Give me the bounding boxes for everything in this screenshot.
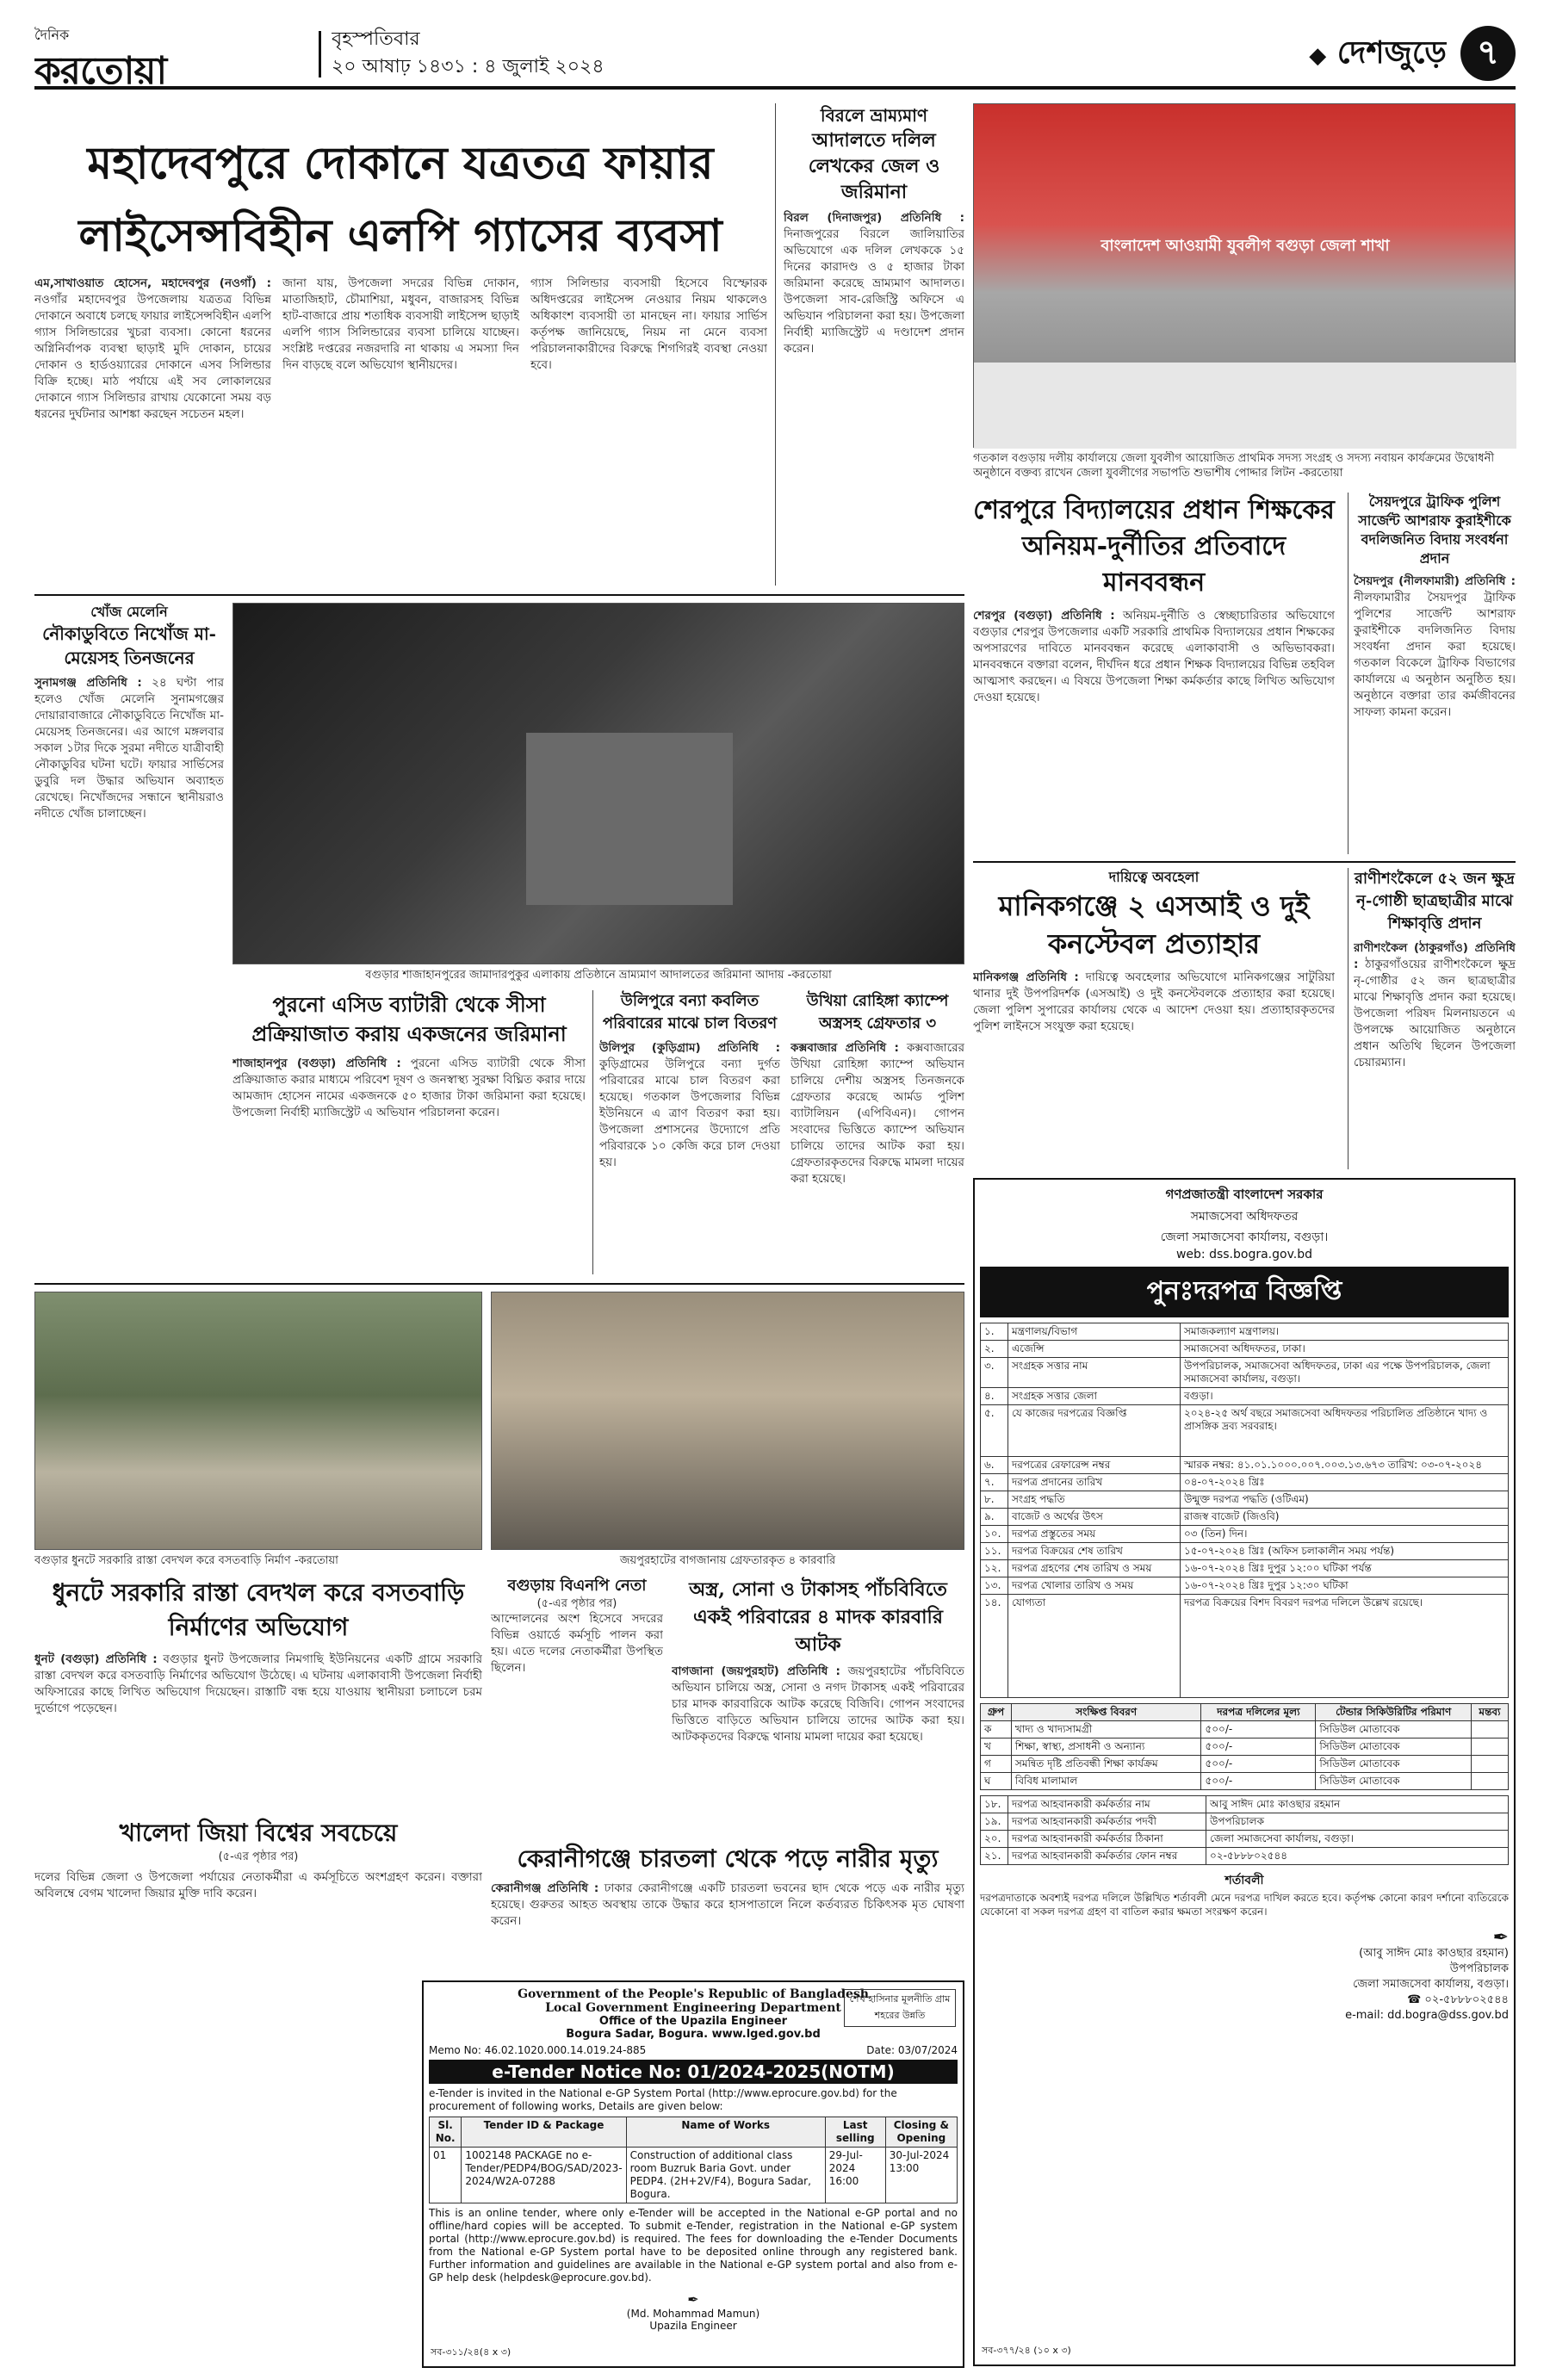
photo-table <box>974 363 1516 449</box>
section-label <box>1309 29 1447 81</box>
col-rule <box>775 103 776 586</box>
story-saidpur-title: সৈয়দপুরে ট্রাফিক পুলিশ সার্জেন্ট আশরাফ কুরাইশীকে বদলিজনিত বিদায় সংবর্ধনা প্রদান <box>1358 493 1511 567</box>
tender-cell-works: Construction of additional class room Buzruk Baria Govt. under PEDP4. (2H+2V/F4), Bogura Sadar, Bogura. <box>626 2148 825 2203</box>
notice-cell: ৭. <box>981 1474 1008 1491</box>
notice-gov: গণপ্রজাতন্ত্রী বাংলাদেশ সরকার <box>1165 1187 1324 1202</box>
section-rule <box>34 1283 964 1285</box>
table-row <box>981 1756 1509 1773</box>
newspaper-logo <box>34 24 310 84</box>
notice-cell: ৯. <box>981 1509 1008 1526</box>
story-keraniganj <box>491 1843 964 1972</box>
notice-cell: জেলা সমাজসেবা কার্যালয়, বগুড়া। <box>1206 1831 1509 1848</box>
page-number-badge: ৭ <box>1460 26 1516 81</box>
story-flood <box>599 990 780 1274</box>
notice-cell: ০৩ (তিন) দিন। <box>1181 1526 1509 1543</box>
story-rani-byline: রাণীশংকৈল (ঠাকুরগাঁও) প্রতিনিধি : <box>1354 941 1516 971</box>
notice-cell: ৮. <box>981 1491 1008 1509</box>
fee-cell <box>1471 1773 1508 1790</box>
story-rani-title: রাণীশংকৈলে ৫২ জন ক্ষুদ্র নৃ-গোষ্ঠী ছাত্রছাত্রীর মাঝে শিক্ষাবৃত্তি প্রদান <box>1355 870 1515 933</box>
fee-cell: সিডিউল মোতাবেক <box>1316 1739 1472 1756</box>
story-arms-title: অস্ত্র, সোনা ও টাকাসহ পাঁচবিবিতে একই পরিবারের ৪ মাদক কারবারি আটক <box>689 1578 947 1656</box>
fee-col-security: টেন্ডার সিকিউরিটির পরিমাণ <box>1316 1704 1472 1721</box>
story-saidpur-body: নীলফামারীর সৈয়দপুর ট্রাফিক পুলিশের সার্জেন্ট আশরাফ কুরাইশীকে বদলিজনিত বিদায় সংবর্ধনা প্রদান করা হয়েছে। গতকাল বিকেলে ট্রাফিক বিভাগের কার্যালয়ে এ অনুষ্ঠান অনুষ্ঠিত হয়। অনুষ্ঠানে বক্তারা তার কর্মজীবনের সাফল্য কামনা করেন। <box>1354 591 1516 719</box>
story-bnp-title: বগুড়ায় বিএনপি নেতা <box>507 1577 647 1595</box>
fee-col-remark: মন্তব্য <box>1471 1704 1508 1721</box>
table-row <box>981 1491 1509 1509</box>
notice-cell: ২. <box>981 1341 1008 1358</box>
fee-cell <box>1471 1756 1508 1773</box>
notice-terms-title: শর্তাবলী <box>1224 1874 1264 1887</box>
tender-office: Office of the Upazila Engineer <box>598 2015 788 2028</box>
notice-cell: ১৫-০৭-২০২৪ খ্রিঃ (অফিস চলাকালীন সময় পর্যন্ত) <box>1181 1543 1509 1560</box>
lead-body-text-2: জানা যায়, উপজেলা সদরের বিভিন্ন দোকান, মাতাজিহাট, চৌমাশিয়া, মধুবন, বাজারসহ বিভিন্ন হাট-বাজারে প্রায় শতাধিক ব্যবসায়ী লাইসেন্স ছাড়াই এলপি গ্যাস সিলিন্ডারের ব্যবসা চালিয়ে যাচ্ছেন। সংশ্লিষ্ট দপ্তরের নজরদারি না থাকায় এ সমস্যা দিন দিন বাড়ছে বলে অভিযোগ স্থানীয়দের। <box>282 276 519 372</box>
table-row <box>981 1543 1509 1560</box>
notice-cell: ৩. <box>981 1358 1008 1388</box>
fee-cell <box>1471 1721 1508 1739</box>
story-saidpur-byline: সৈয়দপুর (নীলফামারী) প্রতিনিধি : <box>1354 574 1516 588</box>
lead-body-col-2 <box>282 276 519 586</box>
notice-cell: যে কাজের দরপত্রের বিজ্ঞপ্তি <box>1008 1405 1181 1457</box>
section-title: দেশজুড়ে <box>1336 34 1447 71</box>
story-arms-body: জয়পুরহাটের পাঁচবিবিতে অভিযান চালিয়ে অস্ত্র, সোনা ও নগদ টাকাসহ একই পরিবারের চার মাদক কারবারিকে আটক করেছে বিজিবি। গোপন সংবাদের ভিত্তিতে বাড়িতে অভিযান চালিয়ে তাদের আটক করা হয়। আটককৃতদের বিরুদ্ধে থানায় মামলা দায়ের করা হয়েছে। <box>672 1664 964 1744</box>
tender-gov: Government of the People's Republic of Bangladesh <box>518 1987 869 2001</box>
table-row <box>981 1577 1509 1595</box>
photo-youth-league <box>973 103 1516 448</box>
lead-headline <box>34 127 766 274</box>
story-battery <box>232 990 586 1274</box>
story-missing-body: ২৪ ঘণ্টা পার হলেও খোঁজ মেলেনি সুনামগঞ্জের দোয়ারাবাজারে নৌকাডুবিতে নিখোঁজ মা-মেয়েসহ তিনজনের। এর আগে মঙ্গলবার সকাল ১টার দিকে সুরমা নদীতে যাত্রীবাহী নৌকাডুবির ঘটনা ঘটে। ফায়ার সার্ভিসের ডুবুরি দল উদ্ধার অভিযান অব্যাহত রেখেছে। নিখোঁজদের সন্ধানে স্থানীয়রাও নদীতে খোঁজ চালাচ্ছেন। <box>34 676 224 821</box>
notice-cell: সংগ্রহক সত্তার নাম <box>1008 1358 1181 1388</box>
story-keraniganj-title: কেরানীগঞ্জে চারতলা থেকে পড়ে নারীর মৃত্যু <box>517 1844 939 1873</box>
masthead-divider <box>319 31 321 77</box>
table-row <box>981 1526 1509 1543</box>
notice-title: পুনঃদরপত্র বিজ্ঞপ্তি <box>980 1267 1509 1317</box>
tender-cell-selling: 29-Jul-2024 16:00 <box>825 2148 885 2203</box>
notice-cell: ১১. <box>981 1543 1008 1560</box>
tender-intro: e-Tender is invited in the National e-GP System Portal (http://www.eprocure.gov.bd) for the procurement of following works, Details are given below: <box>429 2087 897 2112</box>
fee-col-desc: সংক্ষিপ্ত বিবরণ <box>1011 1704 1201 1721</box>
notice-cell: সংগ্রহ পদ্ধতি <box>1008 1491 1181 1509</box>
fee-cell: সিডিউল মোতাবেক <box>1316 1721 1472 1739</box>
notice-cell: রাজস্ব বাজেট (জিওবি) <box>1181 1509 1509 1526</box>
fee-cell: সিডিউল মোতাবেক <box>1316 1756 1472 1773</box>
tender-col-closing: Closing & Opening <box>885 2117 957 2148</box>
story-biral-body: দিনাজপুরের বিরলে জালিয়াতির অভিযোগে এক দলিল লেখককে ১৫ দিনের কারাদণ্ড ও ৫ হাজার টাকা জরিমানা করেছে ভ্রাম্যমাণ আদালত। উপজেলা সাব-রেজিস্ট্রি অফিসে এ অভিযান পরিচালনা করা হয়। উপজেলা নির্বাহী ম্যাজিস্ট্রেট এ দণ্ডাদেশ প্রদান করেন। <box>784 227 964 356</box>
story-biral <box>784 103 964 586</box>
lead-body-text-1: নওগাঁর মহাদেবপুর উপজেলায় যত্রতত্র বিভিন্ন দোকানে অবাধে চলছে ফায়ার লাইসেন্সবিহীন এলপি গ্যাস সিলিন্ডারের খুচরা ব্যবসা। কোনো ধরনের অগ্নিনির্বাপক ব্যবস্থা ছাড়াই মুদি দোকান, চায়ের দোকান ও হার্ডওয়্যারের দোকানে এসব সিলিন্ডার বিক্রি হচ্ছে। মাঠ পর্যায়ে এই সব লোকালয়ের দোকানে গ্যাস সিলিন্ডার রাখায় যেকোনো সময় বড় ধরনের দুর্ঘটনার আশঙ্কা করছেন সচেতন মহল। <box>34 293 271 421</box>
story-dhunat-body: বগুড়ার ধুনট উপজেলার নিমগাছি ইউনিয়নের একটি গ্রামে সরকারি রাস্তা বেদখল করে বসতবাড়ি নির্মাণের অভিযোগ উঠেছে। এ ঘটনায় এলাকাবাসী উপজেলা নির্বাহী অফিসারের কাছে লিখিত অভিযোগ দিয়েছেন। রাস্তাটি বন্ধ হয়ে যাওয়ায় স্থানীয়রা চলাচলে চরম দুর্ভোগে পড়েছেন। <box>34 1652 482 1715</box>
tender-signer-title: Upazila Engineer <box>649 2320 737 2332</box>
table-row <box>981 1796 1509 1813</box>
map-icon: ◆ <box>1309 43 1327 69</box>
table-row <box>981 1831 1509 1848</box>
notice-cell: ১৮. <box>981 1796 1008 1813</box>
photo-arrested <box>491 1292 964 1550</box>
fee-cell: ৫০০/- <box>1201 1756 1316 1773</box>
photo-road-grab-caption: বগুড়ার ধুনটে সরকারি রাস্তা বেদখল করে বসতবাড়ি নির্মাণ -করতোয়া <box>34 1554 338 1567</box>
story-missing-byline: সুনামগঞ্জ প্রতিনিধি : <box>34 676 142 690</box>
lead-title-line-1: মহাদেবপুরে দোকানে যত্রতত্র ফায়ার <box>87 137 714 189</box>
tender-footer: This is an online tender, where only e-Tender will be accepted in the National e-GP portal and no offline/hard copies will be accepted. To submit e-Tender, registration in the National e-GP system portal (http://www.eprocure.gov.bd) is required. The fees for downloading the e-Tender Documents from the National e-GP System portal have to be deposited online through any registered bank. Further information and guidelines are available in the National e-GP system portal and also from e-GP help desk (helpdesk@eprocure.gov.bd). <box>429 2207 958 2284</box>
notice-signer: (আবু সাঈদ মোঃ কাওছার রহমান) <box>1359 1947 1509 1960</box>
table-row <box>430 2148 958 2203</box>
photo-mobile-court <box>232 603 964 964</box>
notice-cell: ৫. <box>981 1405 1008 1457</box>
logo-small-text: দৈনিক <box>34 27 70 43</box>
story-manikganj <box>973 868 1335 1169</box>
photo-road-grab <box>34 1292 482 1550</box>
story-missing <box>34 603 224 1274</box>
col-rule <box>592 990 593 1274</box>
notice-cell: সমাজকল্যাণ মন্ত্রণালয়। <box>1181 1323 1509 1341</box>
story-rohingya <box>790 990 964 1274</box>
lead-body-col-3 <box>530 276 767 586</box>
story-flood-body: কুড়িগ্রামের উলিপুরে বন্যা দুর্গত পরিবারের মাঝে চাল বিতরণ করা হয়েছে। গতকাল উপজেলার বিভিন্ন ইউনিয়নে এ ত্রাণ বিতরণ করা হয়। উপজেলা প্রশাসনের উদ্যোগে প্রতি পরিবারকে ১০ কেজি করে চাল দেওয়া হয়। <box>599 1057 780 1169</box>
story-khaleda-title: খালেদা জিয়া বিশ্বের সবচেয়ে <box>119 1819 398 1847</box>
tender-notice <box>422 1980 964 2368</box>
tender-signer: (Md. Mohammad Mamun) <box>626 2308 760 2320</box>
story-rani <box>1354 868 1516 1169</box>
notice-email: e-mail: dd.bogra@dss.gov.bd <box>1345 2009 1509 2022</box>
story-bnp-sub: (৫-এর পৃষ্ঠার পর) <box>536 1597 617 1610</box>
story-sherpur-body: অনিয়ম-দুর্নীতি ও স্বেচ্ছাচারিতার অভিযোগে বগুড়ার শেরপুর উপজেলার একটি সরকারি প্রাথমিক বিদ্যালয়ের প্রধান শিক্ষকের অপসারণের দাবিতে মানববন্ধন করেছে এলাকাবাসী ও অভিভাবকরা। মানববন্ধনে বক্তারা বলেন, দীর্ঘদিন ধরে প্রধান শিক্ষক বিদ্যালয়ের বিভিন্ন তহবিল আত্মসাৎ করছেন। এ বিষয়ে উপজেলা শিক্ষা কর্মকর্তার কাছে লিখিত অভিযোগ দেওয়া হয়েছে। <box>973 609 1335 704</box>
table-row <box>981 1721 1509 1739</box>
notice-cell: ১৪. <box>981 1595 1008 1698</box>
table-row <box>981 1509 1509 1526</box>
story-sherpur-byline: শেরপুর (বগুড়া) প্রতিনিধি : <box>973 609 1115 623</box>
fee-col-group: গ্রুপ <box>981 1704 1012 1721</box>
table-row <box>981 1773 1509 1790</box>
story-rani-body: ঠাকুরগাঁওয়ের রাণীশংকৈলে ক্ষুদ্র নৃ-গোষ্ঠীর ৫২ জন ছাত্রছাত্রীর মাঝে শিক্ষাবৃত্তি প্রদান করা হয়েছে। উপজেলা পরিষদ মিলনায়তনে এ উপলক্ষে আয়োজিত অনুষ্ঠানে প্রধান অতিথি ছিলেন উপজেলা চেয়ারম্যান। <box>1354 958 1516 1069</box>
notice-cell: দরপত্র আহবানকারী কর্মকর্তার নাম <box>1008 1796 1206 1813</box>
masthead-date: ২০ আষাঢ় ১৪৩১ : ৪ জুলাই ২০২৪ <box>332 56 604 77</box>
notice-cell: ১৬-০৭-২০২৪ খ্রিঃ দুপুর ১২:০০ ঘটিকা পর্যন্ত <box>1181 1560 1509 1577</box>
table-row <box>981 1388 1509 1405</box>
story-missing-kicker: খোঁজ মেলেনি <box>90 604 168 620</box>
notice-cell: দরপত্র গ্রহণের শেষ তারিখ ও সময় <box>1008 1560 1181 1577</box>
fee-cell: খাদ্য ও খাদ্যসামগ্রী <box>1011 1721 1201 1739</box>
fee-cell: ৫০০/- <box>1201 1721 1316 1739</box>
lead-title-line-2: লাইসেন্সবিহীন এলপি গ্যাসের ব্যবসা <box>78 209 722 262</box>
notice-table-2 <box>980 1795 1509 1865</box>
masthead-day: বৃহস্পতিবার <box>332 28 420 50</box>
notice-cell: বগুড়া। <box>1181 1388 1509 1405</box>
table-row <box>981 1341 1509 1358</box>
notice-cell: ১৬-০৭-২০২৪ খ্রিঃ দুপুর ১২:৩০ ঘটিকা <box>1181 1577 1509 1595</box>
story-flood-byline: উলিপুর (কুড়িগ্রাম) প্রতিনিধি : <box>599 1041 780 1055</box>
photo-banner-text: বাংলাদেশ আওয়ামী যুবলীগ বগুড়া জেলা শাখা <box>1100 237 1390 255</box>
notice-cell: ১৯. <box>981 1813 1008 1831</box>
story-khaleda-sub: (৫-এর পৃষ্ঠার পর) <box>218 1850 299 1863</box>
fee-cell: সিডিউল মোতাবেক <box>1316 1773 1472 1790</box>
story-dhunat-title: ধুনটে সরকারি রাস্তা বেদখল করে বসতবাড়ি নির্মাণের অভিযোগ <box>52 1578 465 1641</box>
story-battery-body: পুরনো এসিড ব্যাটারী থেকে সীসা প্রক্রিয়াজাত করার মাধ্যমে পরিবেশ দূষণ ও জনস্বাস্থ্য সুরক্ষা বিঘ্নিত করার দায়ে আমজাদ হোসেন নামের একজনকে ৫০ হাজার টাকা জরিমানা করা হয়েছে। উপজেলা নির্বাহী ম্যাজিস্ট্রেট এ অভিযান পরিচালনা করেন। <box>232 1057 586 1119</box>
notice-table <box>980 1323 1509 1698</box>
tender-cell-id: 1002148 PACKAGE no e-Tender/PEDP4/BOG/SAD/2023-2024/W2A-07288 <box>462 2148 626 2203</box>
photo-mobile-court-caption: বগুড়ার শাজাহানপুরের জামাদারপুকুর এলাকায় প্রতিষ্ঠানে ভ্রাম্যমাণ আদালতের জরিমানা আদায় -করতোয়া <box>365 969 832 982</box>
notice-cell: বাজেট ও অর্থের উৎস <box>1008 1509 1181 1526</box>
story-sherpur-title: শেরপুরে বিদ্যালয়ের প্রধান শিক্ষকের অনিয়ম-দুর্নীতির প্রতিবাদে মানববন্ধন <box>973 495 1335 598</box>
tender-code: সব-৩১১/২৪(৪ x ৩) <box>431 2346 512 2358</box>
tender-cell-closing: 30-Jul-2024 13:00 <box>885 2148 957 2203</box>
story-battery-byline: শাজাহানপুর (বগুড়া) প্রতিনিধি : <box>232 1057 401 1070</box>
story-flood-title: উলিপুরে বন্যা কবলিত পরিবারের মাঝে চাল বিতরণ <box>602 992 778 1032</box>
story-missing-title: নৌকাডুবিতে নিখোঁজ মা-মেয়েসহ তিনজনের <box>42 623 216 668</box>
notice-cell: সংগ্রহক সত্তার জেলা <box>1008 1388 1181 1405</box>
tender-date: Date: 03/07/2024 <box>866 2044 958 2056</box>
notice-cell: ১২. <box>981 1560 1008 1577</box>
fee-cell: সমন্বিত দৃষ্টি প্রতিবন্ধী শিক্ষা কার্যক্রম <box>1011 1756 1201 1773</box>
notice-cell: ১০. <box>981 1526 1008 1543</box>
photo-shelf <box>526 733 733 905</box>
notice-cell: সমাজসেবা অধিদফতর, ঢাকা। <box>1181 1341 1509 1358</box>
tender-address: Bogura Sadar, Bogura. www.lged.gov.bd <box>566 2028 821 2041</box>
tender-signature: ✒ <box>687 2291 699 2308</box>
notice-cell: মন্ত্রণালয়/বিভাগ <box>1008 1323 1181 1341</box>
notice-cell: দরপত্র প্রদানের তারিখ <box>1008 1474 1181 1491</box>
story-manikganj-byline: মানিকগঞ্জ প্রতিনিধি : <box>973 970 1079 984</box>
story-dhunat <box>34 1576 482 1808</box>
notice-cell: উপপরিচালক <box>1206 1813 1509 1831</box>
section-rule <box>973 861 1516 863</box>
notice-code: সব-৩৭৭/২৪ (১০ x ৩) <box>982 2345 1071 2356</box>
masthead <box>34 24 1516 84</box>
notice-cell: ৬. <box>981 1457 1008 1474</box>
fee-cell: বিবিধ মালামাল <box>1011 1773 1201 1790</box>
notice-cell: ২১. <box>981 1848 1008 1865</box>
notice-web: web: dss.bogra.gov.bd <box>1175 1248 1313 1261</box>
notice-terms: দরপত্রদাতাকে অবশ্যই দরপত্র দলিলে উল্লিখিত শর্তাবলী মেনে দরপত্র দাখিল করতে হবে। কর্তৃপক্ষ কোনো কারণ দর্শানো ব্যতিরেকে যেকোনো বা সকল দরপত্র গ্রহণ বা বাতিল করার ক্ষমতা সংরক্ষণ করেন। <box>980 1892 1509 1918</box>
story-khaleda-body: দলের বিভিন্ন জেলা ও উপজেলা পর্যায়ের নেতাকর্মীরা এ কর্মসূচিতে অংশগ্রহণ করেন। বক্তারা অবিলম্বে বেগম খালেদা জিয়ার মুক্তি দাবি করেন। <box>34 1870 482 1900</box>
notice-cell: ১. <box>981 1323 1008 1341</box>
notice-cell: দরপত্র আহবানকারী কর্মকর্তার পদবী <box>1008 1813 1206 1831</box>
table-row <box>981 1560 1509 1577</box>
story-manikganj-body: দায়িত্বে অবহেলার অভিযোগে মানিকগঞ্জের সাটুরিয়া থানার দুই উপপরিদর্শক (এসআই) ও দুই কনস্টেবলকে প্রত্যাহার করা হয়েছে। জেলা পুলিশ সুপারের কার্যালয় থেকে এ আদেশ দেওয়া হয়। প্রত্যাহারকৃতদের পুলিশ লাইনসে সংযুক্ত করা হয়েছে। <box>973 970 1335 1033</box>
tender-memo: Memo No: 46.02.1020.000.14.019.24-885 <box>429 2044 647 2056</box>
tender-col-sl: Sl. No. <box>430 2117 462 2148</box>
section-rule <box>34 594 964 596</box>
table-row <box>981 1405 1509 1457</box>
fee-cell: ৫০০/- <box>1201 1739 1316 1756</box>
story-bnp <box>491 1576 663 1731</box>
story-saidpur <box>1354 493 1516 854</box>
story-battery-title: পুরনো এসিড ব্যাটারী থেকে সীসা প্রক্রিয়াজাত করায় একজনের জরিমানা <box>251 992 567 1046</box>
table-row <box>981 1457 1509 1474</box>
masthead-date-block <box>332 26 762 84</box>
story-arms-byline: বাগজানা (জয়পুরহাট) প্রতিনিধি : <box>672 1664 840 1678</box>
tender-col-selling: Last selling <box>825 2117 885 2148</box>
story-biral-title: আদালতে দলিল লেখকের জেল ও জরিমানা <box>808 129 940 203</box>
table-row <box>981 1474 1509 1491</box>
story-dhunat-byline: ধুনট (বগুড়া) প্রতিনিধি : <box>34 1652 158 1666</box>
notice-cell: উপপরিচালক, সমাজসেবা অধিদফতর, ঢাকা এর পক্ষে উপপরিচালক, জেলা সমাজসেবা কার্যালয়, বগুড়া। <box>1181 1358 1509 1388</box>
notice-cell: ০২-৫৮৮৮০২৫৪৪ <box>1206 1848 1509 1865</box>
table-row <box>981 1358 1509 1388</box>
notice-cell: ২০২৪-২৫ অর্থ বছরে সমাজসেবা অধিদফতর পরিচালিত প্রতিষ্ঠানে খাদ্য ও প্রাসঙ্গিক দ্রব্য সরবরাহ। <box>1181 1405 1509 1457</box>
tender-col-id: Tender ID & Package <box>462 2117 626 2148</box>
notice-cell: এজেন্সি <box>1008 1341 1181 1358</box>
story-manikganj-kicker: দায়িত্বে অবহেলা <box>1108 869 1200 885</box>
notice-cell: ২০. <box>981 1831 1008 1848</box>
lead-byline: এম,সাখাওয়াত হোসেন, মহাদেবপুর (নওগাঁ) : <box>34 276 271 290</box>
tender-dept: Local Government Engineering Department <box>545 2001 841 2015</box>
notice-cell: যোগ্যতা <box>1008 1595 1181 1698</box>
notice-signature: ✒ <box>1492 1927 1509 1949</box>
table-row <box>981 1739 1509 1756</box>
story-rohingya-byline: কক্সবাজার প্রতিনিধি : <box>790 1041 899 1055</box>
lead-body-text-3: গ্যাস সিলিন্ডার ব্যবসায়ী হিসেবে বিস্ফোরক অধিদপ্তরের লাইসেন্স নেওয়ার নিয়ম থাকলেও অধিকাংশ ব্যবসায়ী তা মানছেন না। ফায়ার সার্ভিস কর্তৃপক্ষ জানিয়েছে, নিয়ম না মেনে ব্যবসা পরিচালনাকারীদের বিরুদ্ধে শিগগিরই ব্যবস্থা নেওয়া হবে। <box>530 276 767 372</box>
notice-cell: দরপত্র আহবানকারী কর্মকর্তার ফোন নম্বর <box>1008 1848 1206 1865</box>
retender-notice <box>973 1178 1516 2366</box>
story-manikganj-title: মানিকগঞ্জে ২ এসআই ও দুই কনস্টেবল প্রত্যাহার <box>998 889 1310 960</box>
table-row <box>981 1813 1509 1831</box>
notice-cell: আবু সাঈদ মোঃ কাওছার রহমান <box>1206 1796 1509 1813</box>
story-khaleda <box>34 1817 482 2359</box>
notice-signer-office: জেলা সমাজসেবা কার্যালয়, বগুড়া। <box>1353 1978 1509 1991</box>
story-rohingya-title: উখিয়া রোহিঙ্গা ক্যাম্পে অস্ত্রসহ গ্রেফতার ৩ <box>806 992 949 1032</box>
notice-cell: ৪. <box>981 1388 1008 1405</box>
tender-col-works: Name of Works <box>626 2117 825 2148</box>
fee-cell: শিক্ষা, স্বাস্থ্য, প্রসাধনী ও অন্যান্য <box>1011 1739 1201 1756</box>
fee-cell <box>1471 1739 1508 1756</box>
notice-cell: দরপত্র প্রস্তুতের সময় <box>1008 1526 1181 1543</box>
notice-cell: দরপত্র খোলার তারিখ ও সময় <box>1008 1577 1181 1595</box>
notice-signer-title: উপপরিচালক <box>1449 1962 1509 1975</box>
photo-arrested-caption: জয়পুরহাটের বাগজানায় গ্রেফতারকৃত ৪ কারবারি <box>619 1554 836 1567</box>
tender-side-note: শেখ হাসিনার মূলনীতি গ্রাম শহরের উন্নতি <box>844 1989 956 2027</box>
story-keraniganj-byline: কেরানীগঞ্জ প্রতিনিধি : <box>491 1881 599 1895</box>
notice-cell: দরপত্র বিক্রয়ের শেষ তারিখ <box>1008 1543 1181 1560</box>
notice-phone: ☎ ০২-৫৮৮৮০২৫৪৪ <box>1407 1993 1509 2006</box>
fee-cell: ক <box>981 1721 1012 1739</box>
story-rohingya-body: কক্সবাজারের উখিয়া রোহিঙ্গা ক্যাম্পে অভিযান চালিয়ে দেশীয় অস্ত্রসহ তিনজনকে গ্রেফতার করেছে আর্মড পুলিশ ব্যাটালিয়ন (এপিবিএন)। গোপন সংবাদের ভিত্তিতে ক্যাম্পে অভিযান চালিয়ে তাদের আটক করা হয়। গ্রেফতারকৃতদের বিরুদ্ধে মামলা দায়ের করা হয়েছে। <box>790 1041 964 1186</box>
photo-youth-league-caption: গতকাল বগুড়ায় দলীয় কার্যালয়ে জেলা যুবলীগ আয়োজিত প্রাথমিক সদস্য সংগ্রহ ও সদস্য নবায়ন কার্যক্রমের উদ্বোধনী অনুষ্ঠানে বক্তব্য রাখেন জেলা যুবলীগের সভাপতি শুভাশীষ পোদ্দার লিটন -করতোয়া <box>973 452 1495 480</box>
tender-title: e-Tender Notice No: 01/2024-2025(NOTM) <box>429 2060 958 2084</box>
notice-fee-table <box>980 1703 1509 1790</box>
notice-cell: দরপত্র আহবানকারী কর্মকর্তার ঠিকানা <box>1008 1831 1206 1848</box>
fee-cell: ঘ <box>981 1773 1012 1790</box>
notice-cell: উন্মুক্ত দরপত্র পদ্ধতি (ওটিএম) <box>1181 1491 1509 1509</box>
masthead-rule <box>34 86 1516 90</box>
notice-office: জেলা সমাজসেবা কার্যালয়, বগুড়া। <box>1160 1230 1329 1244</box>
fee-col-price: দরপত্র দলিলের মূল্য <box>1201 1704 1316 1721</box>
notice-cell: স্মারক নম্বর: ৪১.০১.১০০০.০০৭.০০৩.১৩.৬৭৩ তারিখ: ০৩-০৭-২০২৪ <box>1181 1457 1509 1474</box>
fee-cell: গ <box>981 1756 1012 1773</box>
table-row <box>981 1848 1509 1865</box>
story-biral-kicker: বিরলে ভ্রাম্যমাণ <box>820 105 928 126</box>
lead-body-col-1 <box>34 276 271 586</box>
story-bnp-body: আন্দোলনের অংশ হিসেবে সদরের বিভিন্ন ওয়ার্ডে কর্মসূচি পালন করা হয়। এতে দলের নেতাকর্মীরা উপস্থিত ছিলেন। <box>491 1612 663 1675</box>
notice-cell: দরপত্রের রেফারেন্স নম্বর <box>1008 1457 1181 1474</box>
table-row <box>981 1595 1509 1698</box>
notice-cell: ০৪-০৭-২০২৪ খ্রিঃ <box>1181 1474 1509 1491</box>
notice-cell: ১৩. <box>981 1577 1008 1595</box>
notice-cell: দরপত্র বিক্রয়ের বিশদ বিবরণ দরপত্র দলিলে উল্লেখ রয়েছে। <box>1181 1595 1509 1698</box>
tender-table <box>429 2117 958 2203</box>
notice-dept: সমাজসেবা অধিদফতর <box>1190 1210 1299 1224</box>
logo-text: করতোয়া <box>34 49 167 84</box>
fee-cell: খ <box>981 1739 1012 1756</box>
table-row <box>981 1323 1509 1341</box>
tender-cell-sl: 01 <box>430 2148 462 2203</box>
fee-cell: ৫০০/- <box>1201 1773 1316 1790</box>
story-biral-byline: বিরল (দিনাজপুর) প্রতিনিধি : <box>784 211 964 225</box>
story-arms <box>672 1576 964 1834</box>
story-keraniganj-body: ঢাকার কেরানীগঞ্জে একটি চারতলা ভবনের ছাদ থেকে পড়ে এক নারীর মৃত্যু হয়েছে। গুরুতর আহত অবস্থায় তাকে উদ্ধার করে হাসপাতালে নিলে কর্তব্যরত চিকিৎসক মৃত ঘোষণা করেন। <box>491 1881 964 1928</box>
